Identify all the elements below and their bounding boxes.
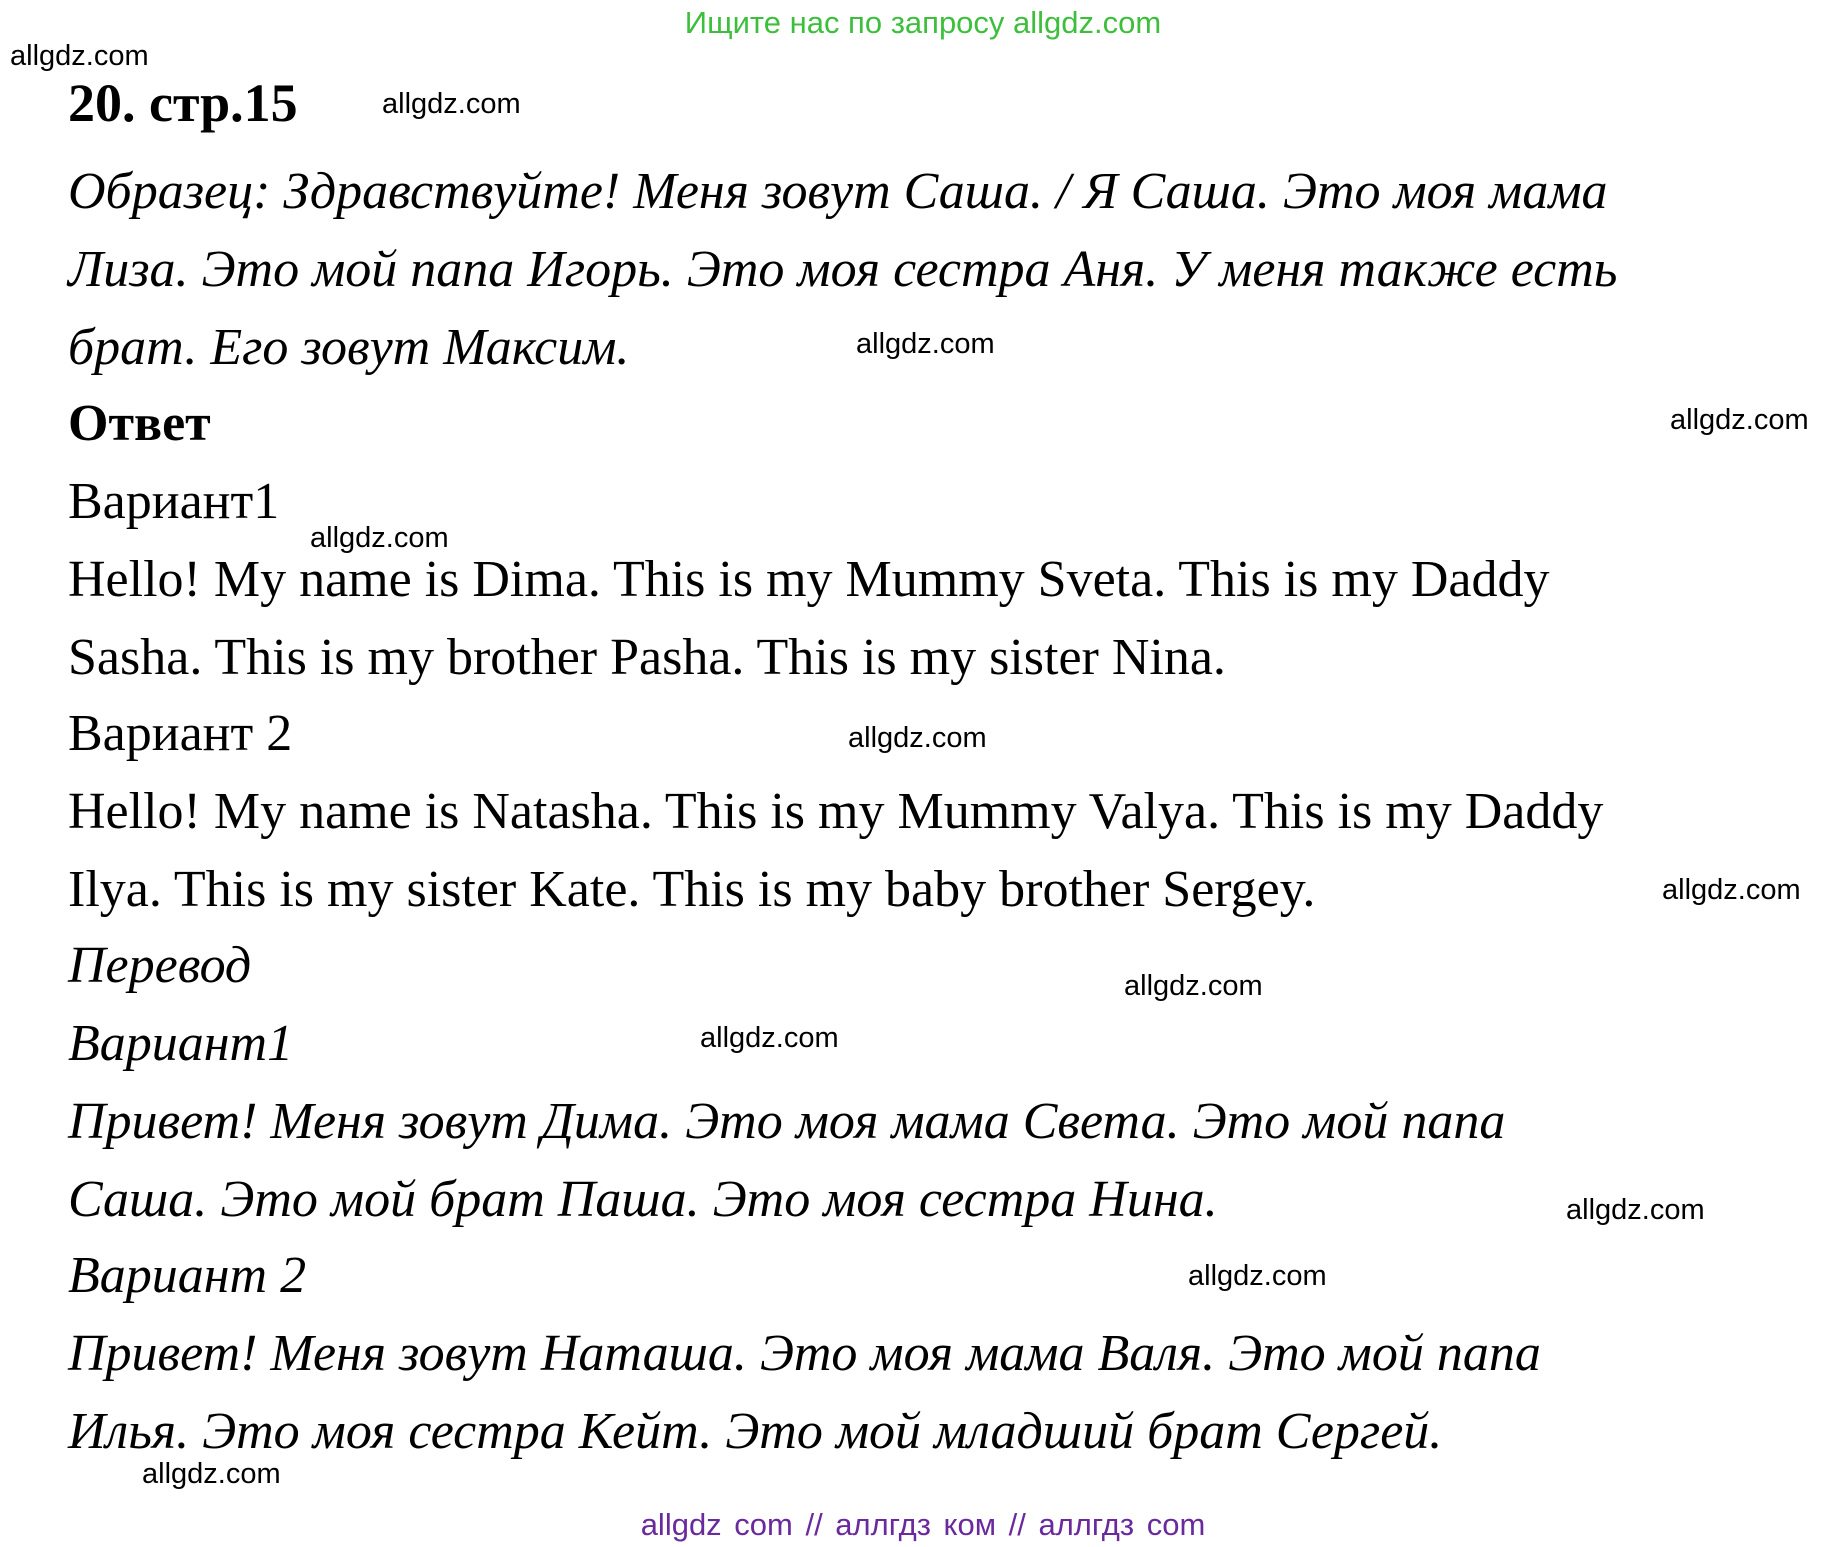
sample-line-1: Образец: Здравствуйте! Меня зовут Саша. / Я Саша. Это моя мама	[68, 163, 1608, 220]
sample-line-2: Лиза. Это мой папа Игорь. Это моя сестра Аня. У меня также есть	[68, 241, 1618, 298]
translation-variant2-label: Вариант 2	[68, 1247, 307, 1304]
answer-variant1-line-1: Hello! My name is Dima. This is my Mummy Sveta. This is my Daddy	[68, 551, 1550, 608]
answer-variant2-label: Вариант 2	[68, 705, 293, 762]
translation-variant1-line-1: Привет! Меня зовут Дима. Это моя мама Света. Это мой папа	[68, 1093, 1506, 1150]
translation-variant2-line-1: Привет! Меня зовут Наташа. Это моя мама Валя. Это мой папа	[68, 1325, 1541, 1382]
watermark: allgdz.com	[1662, 874, 1801, 906]
answer-variant2-line-1: Hello! My name is Natasha. This is my Mummy Valya. This is my Daddy	[68, 783, 1604, 840]
translation-variant1-line-2: Саша. Это мой брат Паша. Это моя сестра Нина.	[68, 1171, 1218, 1228]
watermark: allgdz.com	[382, 88, 521, 120]
watermark: allgdz.com	[1124, 970, 1263, 1002]
answer-variant1-label: Вариант1	[68, 473, 280, 530]
watermark: allgdz.com	[142, 1458, 281, 1490]
watermark: allgdz.com	[856, 328, 995, 360]
watermark: allgdz.com	[1188, 1260, 1327, 1292]
watermark: allgdz.com	[700, 1022, 839, 1054]
watermark: allgdz.com	[310, 522, 449, 554]
translation-variant2-line-2: Илья. Это моя сестра Кейт. Это мой младший брат Сергей.	[68, 1403, 1443, 1460]
answer-variant1-line-2: Sasha. This is my brother Pasha. This is my sister Nina.	[68, 629, 1226, 686]
answer-title: Ответ	[68, 395, 211, 452]
watermark: allgdz.com	[10, 40, 149, 72]
watermark: allgdz.com	[1670, 404, 1809, 436]
bottom-banner[interactable]: allgdz com // аллгдз ком // аллгдз com	[640, 1507, 1206, 1542]
translation-title: Перевод	[68, 937, 252, 994]
page-heading: 20. стр.15	[68, 73, 298, 133]
answer-variant2-line-2: Ilya. This is my sister Kate. This is my baby brother Sergey.	[68, 861, 1316, 918]
top-banner[interactable]: Ищите нас по запросу allgdz.com	[684, 5, 1162, 40]
watermark: allgdz.com	[848, 722, 987, 754]
translation-variant1-label: Вариант1	[68, 1015, 294, 1072]
watermark: allgdz.com	[1566, 1194, 1705, 1226]
sample-line-3: брат. Его зовут Максим.	[68, 319, 630, 376]
